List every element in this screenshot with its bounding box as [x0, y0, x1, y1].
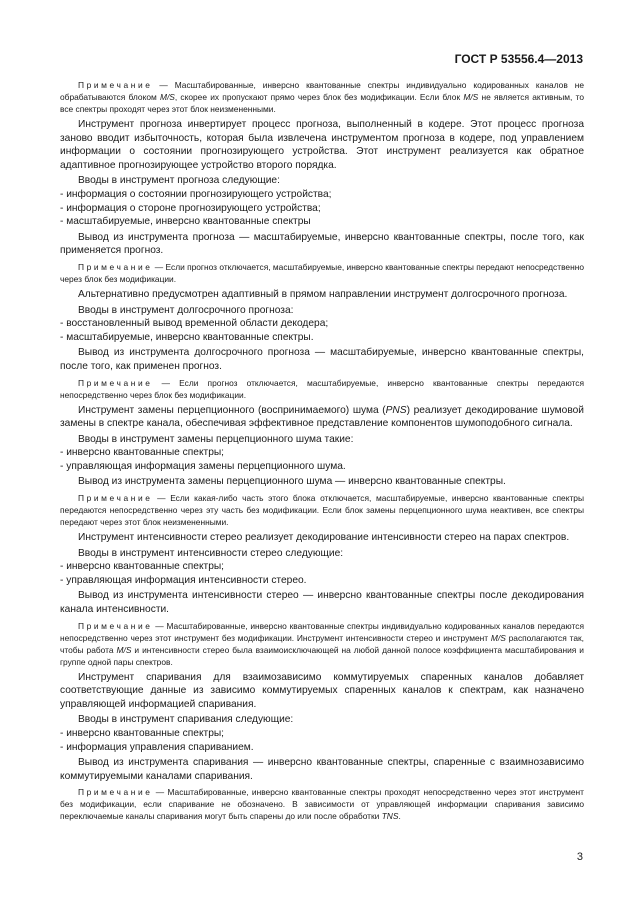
note-label: Примечание — [78, 620, 153, 631]
list-item: - масштабируемые, инверсно квантованные спектры. — [60, 331, 314, 343]
document-body — [60, 76, 584, 825]
list-item: - информация о стороне прогнозирующего устройства; — [60, 202, 321, 214]
ltp-paragraph: Альтернативно предусмотрен адаптивный в прямом направлении инструмент долгосрочного прогноза. — [78, 288, 568, 300]
ltp-output: Вывод из инструмента долгосрочного прогноза — масштабируемые, инверсно квантованные спектры, после того, как применен прогноз. — [60, 347, 584, 372]
page-number: 3 — [576, 851, 583, 863]
note-coupling: Примечание — Масштабированные, инверсно квантованные спектры проходят непосредственно через этот инструмент без модификации, если спаривание не обозначено. В зависимости от управляющей информации спаривания зависимо переключаемые каналы спаривания могут быть спарены до или после обработки TNS. — [60, 787, 584, 822]
note-label: Примечание — [78, 493, 153, 504]
list-item: - информация управления спариванием. — [60, 741, 254, 753]
list-item: - восстановленный вывод временной области декодера; — [60, 318, 329, 330]
list-item: - масштабируемые, инверсно квантованные спектры — [60, 216, 311, 228]
prediction-paragraph: Инструмент прогноза инвертирует процесс прогноза, выполненный в кодере. Этот процесс прогноза заново вводит избыточность, которая была извлечена инструментом прогноза в кодере, под управлением информации о состоянии прогнозирующего устройства. Этот инструмент реализуется как обратное адаптивное прогнозирующее устройство второго порядка. — [60, 119, 584, 171]
ltp-inputs-heading: Вводы в инструмент долгосрочного прогноза: — [78, 304, 294, 316]
note-label: Примечание — [78, 787, 153, 798]
prediction-inputs-heading: Вводы в инструмент прогноза следующие: — [78, 175, 280, 187]
note-label: Примечание — [78, 80, 153, 90]
intensity-inputs-heading: Вводы в инструмент интенсивности стерео следующие: — [78, 547, 344, 559]
note-prediction: Примечание — Если прогноз отключается, масштабируемые, инверсно квантованные спектры передают непосредственно через блок без модификации. — [60, 261, 584, 284]
note-label: Примечание — [78, 261, 153, 272]
note-ltp: Примечание — Если прогноз отключается, масштабируемые, инверсно квантованные спектры передаются непосредственно через блок без модификации. — [60, 377, 585, 400]
coupling-paragraph: Инструмент спаривания для взаимозависимо коммутируемых спаренных каналов добавляет соответствующие данные из зависимо коммутируемых спаренных каналов к спектрам, как назначено управляющей информацией спаривания. — [60, 671, 584, 710]
list-item: - инверсно квантованные спектры; — [60, 728, 225, 739]
list-item: - информация о состоянии прогнозирующего устройства; — [60, 188, 332, 200]
list-item: - инверсно квантованные спектры; — [60, 561, 225, 573]
note-label: Примечание — [78, 377, 153, 388]
pns-paragraph: Инструмент замены перцепционного (воспринимаемого) шума (PNS) реализует декодирование шумовой замены в спектре канала, обеспечивая эффективное представление компонентов шумоподобного сигнала. — [60, 404, 584, 430]
intensity-output: Вывод из инструмента интенсивности стерео — инверсно квантованные спектры после декодирования канала интенсивности. — [60, 590, 584, 616]
coupling-inputs-heading: Вводы в инструмент спаривания следующие: — [78, 714, 294, 726]
coupling-output: Вывод из инструмента спаривания — инверсно квантованные спектры, спаренные с взаимнозависимо коммутируемыми каналами спаривания. — [60, 757, 584, 782]
standard-header: ГОСТ Р 53556.4—2013 — [454, 52, 583, 66]
intensity-paragraph: Инструмент интенсивности стерео реализует декодирование интенсивности стерео на парах спектров. — [78, 532, 570, 544]
prediction-output: Вывод из инструмента прогноза — масштабируемые, инверсно квантованные спектры, после того, как применяется прогноз. — [60, 231, 584, 257]
note-pns: Примечание — Если какая-либо часть этого блока отключается, масштабируемые, инверсно квантованные спектры передаются непосредственно через эту часть без модификации. Если блок замены перцепционного шума неактивен, все спектры передают через этот блок неизмененными. — [60, 493, 584, 528]
list-item: - управляющая информация интенсивности стерео. — [60, 574, 307, 586]
pns-output: Вывод из инструмента замены перцепционного шума — инверсно квантованные спектры. — [78, 476, 506, 488]
pns-inputs-heading: Вводы в инструмент замены перцепционного шума такие: — [78, 433, 354, 445]
note-intensity: Примечание — Масштабированные, инверсно квантованные спектры индивидуально кодированных каналов передаются непосредственно через этот инструмент без модификации. Инструмент интенсивности стерео и инструмент M/S располагаются так, чтобы работа M/S и интенсивности стерео была взаимоисключающей на любой данной полосе коэффициента масштабирования и группе одной пары спектров. — [60, 620, 584, 667]
note-ms: Примечание — Масштабированные, инверсно квантованные спектры индивидуально кодированных каналов не обрабатываются блоком M/S, скорее их пропускают прямо через блок без модификации. Если блок M/S не является активным, то все спектры проходят через этот блок неизмененными. — [60, 80, 585, 114]
list-item: - управляющая информация замены перцепционного шума. — [60, 460, 346, 472]
list-item: - инверсно квантованные спектры; — [60, 447, 225, 459]
